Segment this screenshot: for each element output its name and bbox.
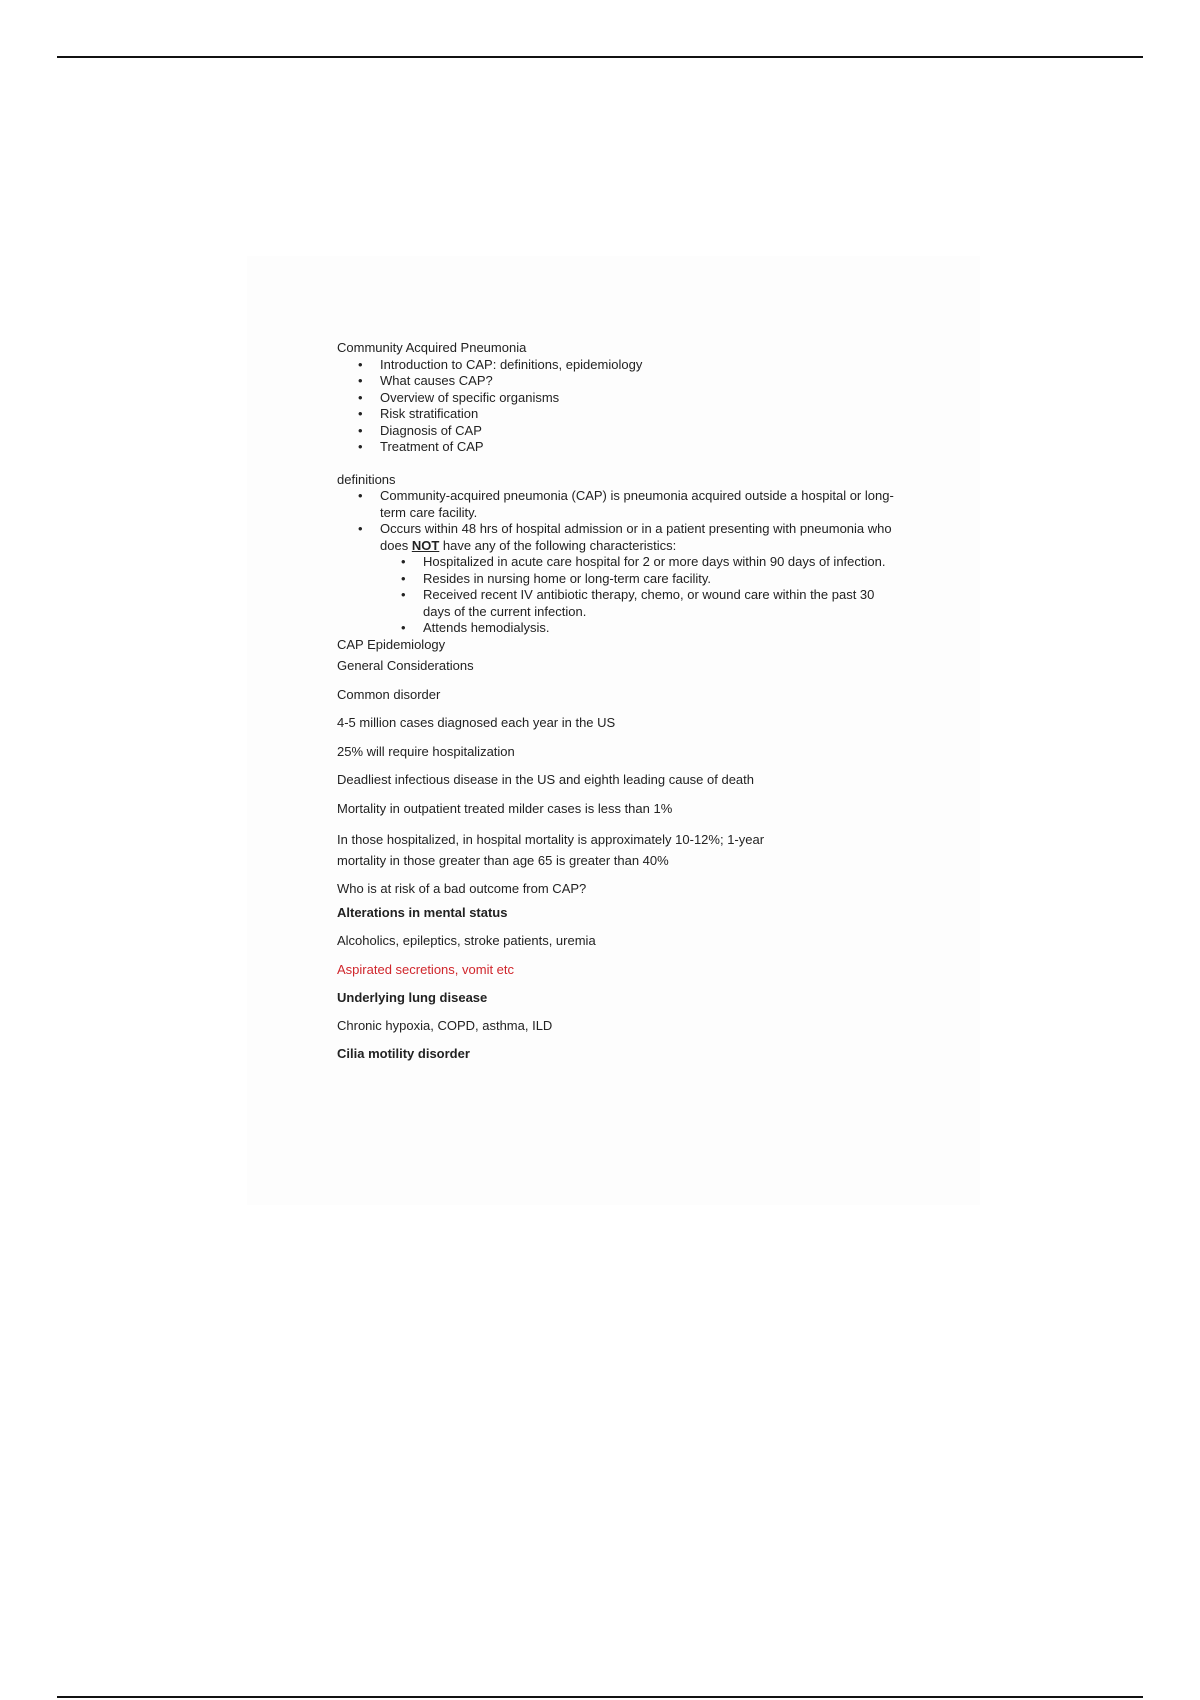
characteristic-item: • Resides in nursing home or long-term care facility. <box>423 571 897 588</box>
risk-item: Chronic hypoxia, COPD, asthma, ILD <box>337 1017 553 1033</box>
definitions-list <box>337 488 897 637</box>
epidemiology-item: Common disorder <box>337 686 441 702</box>
definition-text: Occurs within 48 hrs of hospital admission or in a patient presenting with pneumonia who does <box>380 521 892 553</box>
characteristic-item: • Attends hemodialysis. <box>423 620 897 637</box>
document-title: Community Acquired Pneumonia <box>337 340 527 355</box>
risk-item: Alcoholics, epileptics, stroke patients, uremia <box>337 933 596 948</box>
general-considerations-heading: General Considerations <box>337 658 474 673</box>
characteristics-list <box>380 554 897 637</box>
definition-item: • Community-acquired pneumonia (CAP) is pneumonia acquired outside a hospital or long-term care facility. <box>380 488 897 521</box>
epidemiology-item: Mortality in outpatient treated milder cases is less than 1% <box>337 800 673 816</box>
outline-item: • Risk stratification <box>380 406 897 423</box>
risk-item-highlight: Aspirated secretions, vomit etc <box>337 961 515 977</box>
emphasis-not: NOT <box>411 537 440 553</box>
risk-heading: Who is at risk of a bad outcome from CAP? <box>337 881 587 896</box>
epidemiology-item: 25% will require hospitalization <box>337 743 515 759</box>
epidemiology-item: In those hospitalized, in hospital mortality is approximately 10-12%; 1-year mortality in those greater than age 65 is greater than 40% <box>337 832 765 868</box>
epidemiology-item: 4-5 million cases diagnosed each year in the US <box>337 715 616 730</box>
epidemiology-heading: CAP Epidemiology <box>337 636 446 652</box>
outline-list <box>337 357 897 456</box>
mental-status-heading: Alterations in mental status <box>337 904 508 920</box>
document-content <box>337 340 897 1063</box>
characteristic-item: • Hospitalized in acute care hospital for 2 or more days within 90 days of infection. <box>423 554 897 571</box>
bottom-rule <box>57 1696 1143 1698</box>
top-rule <box>57 56 1143 58</box>
definitions-heading: definitions <box>337 471 396 487</box>
epidemiology-item: Deadliest infectious disease in the US and eighth leading cause of death <box>337 772 755 787</box>
outline-item: • Treatment of CAP <box>380 439 897 456</box>
outline-item: • Overview of specific organisms <box>380 390 897 407</box>
definition-item <box>380 521 897 637</box>
definition-text: have any of the following characteristics: <box>439 537 677 553</box>
cilia-heading: Cilia motility disorder <box>337 1046 470 1061</box>
characteristic-item: • Received recent IV antibiotic therapy, chemo, or wound care within the past 30 days of the current infection. <box>423 587 897 620</box>
outline-item: • Diagnosis of CAP <box>380 423 897 440</box>
outline-item: • Introduction to CAP: definitions, epidemiology <box>380 357 897 374</box>
outline-item: • What causes CAP? <box>380 373 897 390</box>
lung-disease-heading: Underlying lung disease <box>337 990 488 1005</box>
